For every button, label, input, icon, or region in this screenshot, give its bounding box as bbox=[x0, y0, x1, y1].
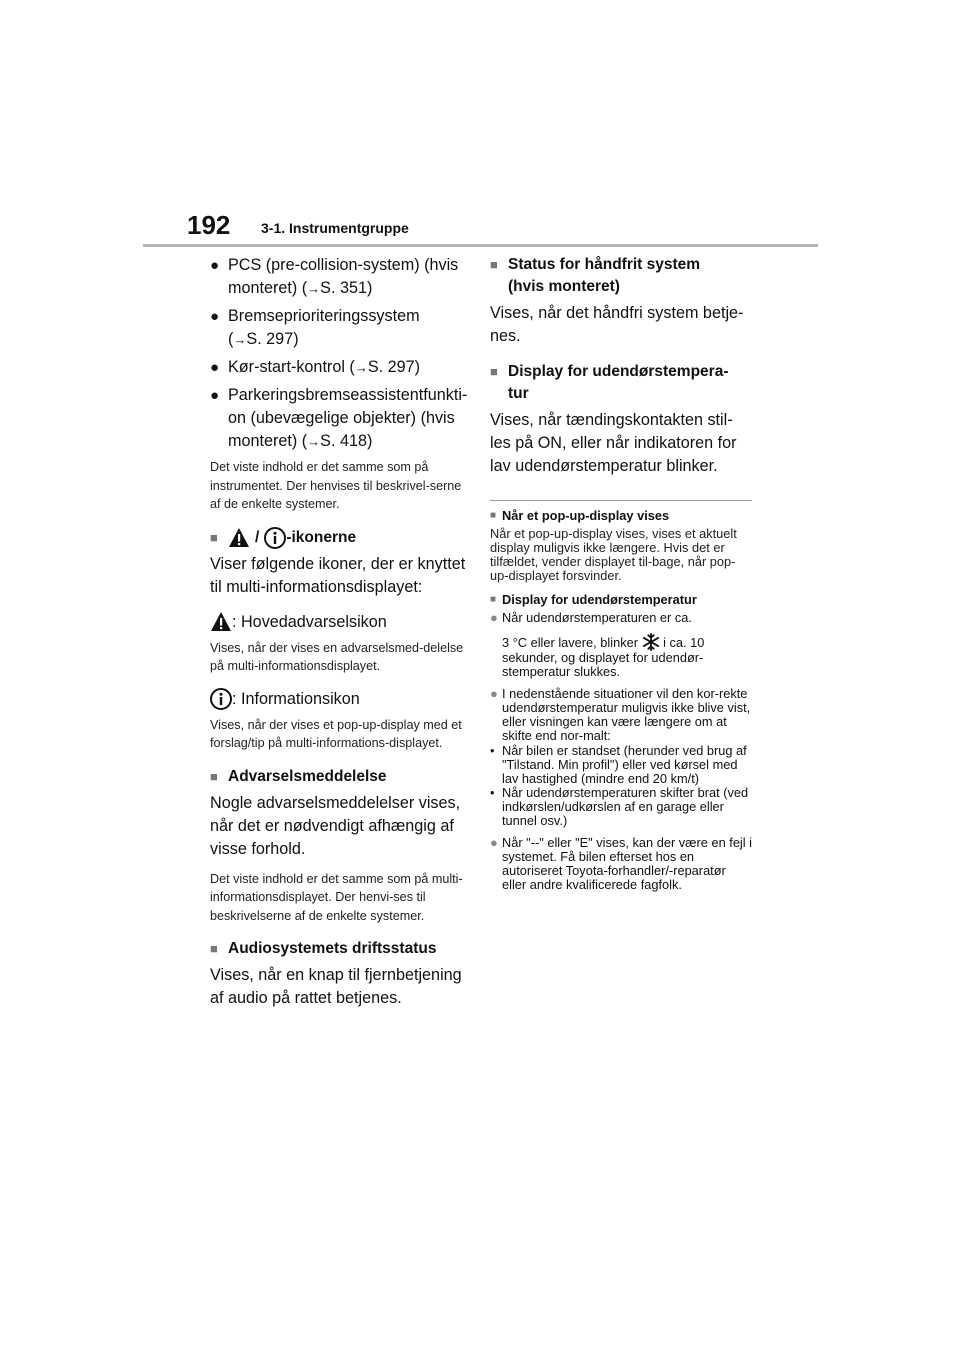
note-bullet: ● I nedenstående situationer vil den kor-rekte udendørstemperatur muligvis ikke blive vist, eller visningen kan være længere om at skifte end nor-malt: bbox=[490, 686, 751, 743]
note-bullet: ● Når udendørstemperaturen er ca. bbox=[490, 610, 692, 625]
bullet-icon: ● bbox=[490, 610, 498, 625]
info-icon bbox=[264, 527, 286, 549]
note-text: Det viste indhold er det samme som på instrumentet. Der henvises til beskrivel-serne af de enkelte systemer. bbox=[210, 460, 462, 511]
outdoor-heading: ■ Display for udendørstempera- tur bbox=[490, 361, 752, 405]
info-icon-row: : Informationsikon bbox=[210, 686, 468, 712]
icons-body: Viser følgende ikoner, der er knyttet til multi-informationsdisplayet: bbox=[210, 554, 466, 596]
left-column bbox=[210, 254, 468, 1019]
square-icon: ■ bbox=[210, 529, 218, 545]
handsfree-body: Vises, når det håndfri system betje-nes. bbox=[490, 304, 744, 345]
list-item: ● Kør-start-kontrol (→S. 297) bbox=[210, 356, 468, 379]
bullet-icon: ● bbox=[490, 835, 498, 850]
bullet-icon: ● bbox=[210, 387, 220, 404]
info-icon bbox=[210, 688, 232, 710]
arrow-icon: → bbox=[307, 281, 321, 296]
info-icon-desc: Vises, når der vises et pop-up-display med et forslag/tip på multi-informations-displayet. bbox=[210, 717, 462, 750]
audio-body: Vises, når en knap til fjernbetjening af audio på rattet betjenes. bbox=[210, 966, 462, 1007]
warning-icon-row: : Hovedadvarselsikon bbox=[210, 609, 468, 635]
note-dash-item: • Når udendørstemperaturen skifter brat (ved indkørslen/udkørslen af en garage eller tunnel osv.) bbox=[490, 785, 749, 828]
square-icon: ■ bbox=[490, 257, 498, 272]
square-icon: ■ bbox=[210, 941, 218, 956]
list-item: ● Bremseprioriteringssystem (→S. 297) bbox=[210, 305, 468, 351]
bullet-icon: ● bbox=[210, 257, 220, 274]
note-bullet: ● Når "--" eller "E" vises, kan der være en fejl i systemet. Få bilen efterset hos en autoriseret Toyota-forhandler/-reparatør eller andre kvalificerede fagfolk. bbox=[490, 835, 753, 892]
page-number: 192 bbox=[187, 210, 231, 240]
square-icon: ■ bbox=[210, 768, 218, 784]
arrow-icon: → bbox=[233, 332, 247, 347]
warning-icon bbox=[210, 611, 232, 633]
icons-heading: ■ / -ikonerne bbox=[210, 527, 468, 549]
list-item: ● Parkeringsbremseassistentfunkti- on (ubevægelige objekter) (hvis monteret) (→S. 418) bbox=[210, 384, 468, 453]
handsfree-heading: ■ Status for håndfrit system (hvis monteret) bbox=[490, 254, 752, 298]
bullet-icon: ● bbox=[490, 686, 498, 701]
note-bullet-cont: 3 °C eller lavere, blinker i ca. 10 sekunder, og displayet for udendør-stemperatur slukkes. bbox=[502, 635, 705, 679]
arrow-icon: → bbox=[354, 360, 368, 375]
section-title: 3-1. Instrumentgruppe bbox=[261, 220, 409, 236]
bullet-icon: ● bbox=[210, 308, 220, 325]
warning-msg-note: Det viste indhold er det samme som på multi-informationsdisplayet. Der henvi-ses til beskrivelserne af de enkelte systemer. bbox=[210, 871, 463, 923]
arrow-icon: → bbox=[307, 434, 321, 449]
audio-heading: ■ Audiosystemets driftsstatus bbox=[210, 938, 468, 960]
header-rule bbox=[143, 244, 818, 247]
warning-icon bbox=[228, 527, 250, 549]
note-heading-outdoor: ■ Display for udendørstemperatur bbox=[490, 592, 697, 607]
right-column bbox=[490, 254, 752, 893]
bullet-icon: ● bbox=[210, 359, 220, 376]
note-popup-text: Når et pop-up-display vises, vises et aktuelt display muligvis ikke længere. Hvis det er tilfældet, vender displayet til-bage, når pop-up-displayet forsvinder. bbox=[490, 526, 737, 583]
square-icon: ■ bbox=[490, 594, 497, 605]
snowflake-icon bbox=[642, 633, 660, 651]
list-item: ● PCS (pre-collision-system) (hvis monteret) (→S. 351) bbox=[210, 254, 468, 300]
warning-icon-desc: Vises, når der vises en advarselsmed-delelse på multi-informationsdisplayet. bbox=[210, 640, 464, 673]
note-heading-popup: ■ Når et pop-up-display vises bbox=[490, 508, 670, 523]
square-icon: ■ bbox=[490, 510, 497, 521]
warning-msg-body: Nogle advarselsmeddelelser vises, når det er nødvendigt afhængig af visse forhold. bbox=[210, 793, 461, 858]
outdoor-body: Vises, når tændingskontakten stil-les på ON, eller når indikatoren for lav udendørstemperatur blinker. bbox=[490, 411, 737, 475]
notes-divider bbox=[490, 500, 752, 501]
warning-msg-heading: ■ Advarselsmeddelelse bbox=[210, 766, 468, 788]
note-dash-item: • Når bilen er standset (herunder ved brug af "Tilstand. Min profil") eller ved kørsel med lav hastighed (mindre end 20 km/t) bbox=[490, 743, 747, 786]
square-icon: ■ bbox=[490, 364, 498, 379]
